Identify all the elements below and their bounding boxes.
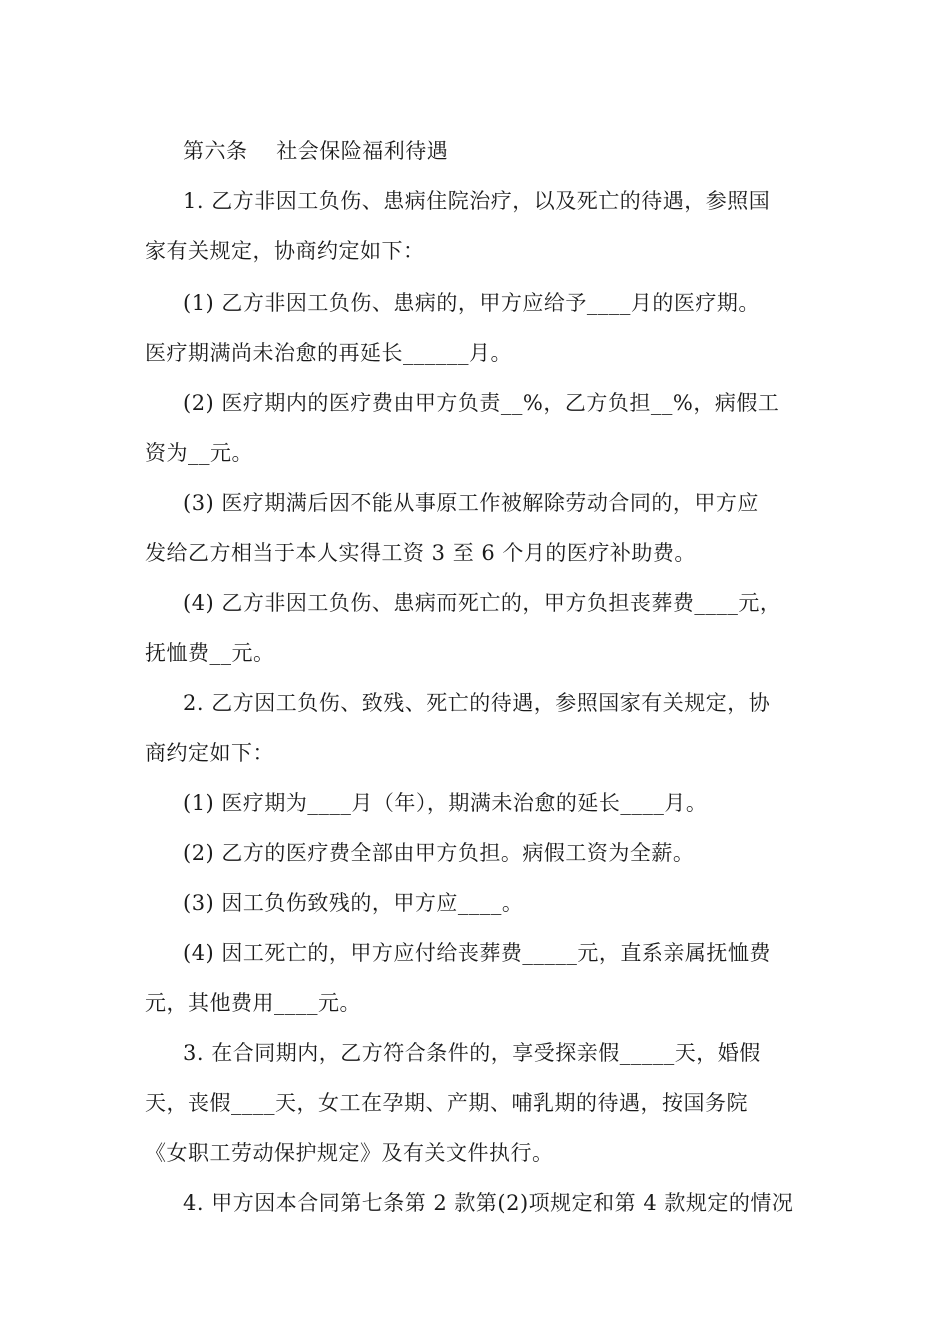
paragraph-line: 1. 乙方非因工负伤、患病住院治疗，以及死亡的待遇，参照国 bbox=[183, 189, 771, 213]
paragraph-line: 资为__元。 bbox=[145, 441, 253, 465]
section-heading: 第六条 社会保险福利待遇 bbox=[183, 139, 449, 163]
paragraph-line: (3) 因工负伤致残的，甲方应____。 bbox=[183, 891, 524, 915]
paragraph-line: 3. 在合同期内，乙方符合条件的，享受探亲假_____天，婚假 bbox=[183, 1041, 761, 1065]
paragraph-line: (1) 医疗期为____月（年），期满未治愈的延长____月。 bbox=[183, 791, 708, 815]
paragraph-line: 商约定如下： bbox=[145, 741, 274, 765]
paragraph-line: 《女职工劳动保护规定》及有关文件执行。 bbox=[145, 1141, 554, 1165]
paragraph-line: (1) 乙方非因工负伤、患病的，甲方应给予____月的医疗期。 bbox=[183, 291, 760, 315]
paragraph-line: 发给乙方相当于本人实得工资 3 至 6 个月的医疗补助费。 bbox=[145, 541, 696, 565]
paragraph-line: 4. 甲方因本合同第七条第 2 款第(2)项规定和第 4 款规定的情况 bbox=[183, 1191, 794, 1215]
paragraph-line: (2) 医疗期内的医疗费由甲方负责__%，乙方负担__%，病假工 bbox=[183, 391, 780, 415]
paragraph-line: (3) 医疗期满后因不能从事原工作被解除劳动合同的，甲方应 bbox=[183, 491, 759, 515]
paragraph-line: (4) 因工死亡的，甲方应付给丧葬费_____元，直系亲属抚恤费 bbox=[183, 941, 771, 965]
paragraph-line: (4) 乙方非因工负伤、患病而死亡的，甲方负担丧葬费____元， bbox=[183, 591, 782, 615]
paragraph-line: 2. 乙方因工负伤、致残、死亡的待遇，参照国家有关规定，协 bbox=[183, 691, 771, 715]
paragraph-line: 天，丧假____天，女工在孕期、产期、哺乳期的待遇，按国务院 bbox=[145, 1091, 748, 1115]
paragraph-line: 家有关规定，协商约定如下： bbox=[145, 239, 425, 263]
paragraph-line: 医疗期满尚未治愈的再延长______月。 bbox=[145, 341, 512, 365]
paragraph-line: (2) 乙方的医疗费全部由甲方负担。病假工资为全薪。 bbox=[183, 841, 695, 865]
paragraph-line: 抚恤费__元。 bbox=[145, 641, 275, 665]
paragraph-line: 元，其他费用____元。 bbox=[145, 991, 361, 1015]
